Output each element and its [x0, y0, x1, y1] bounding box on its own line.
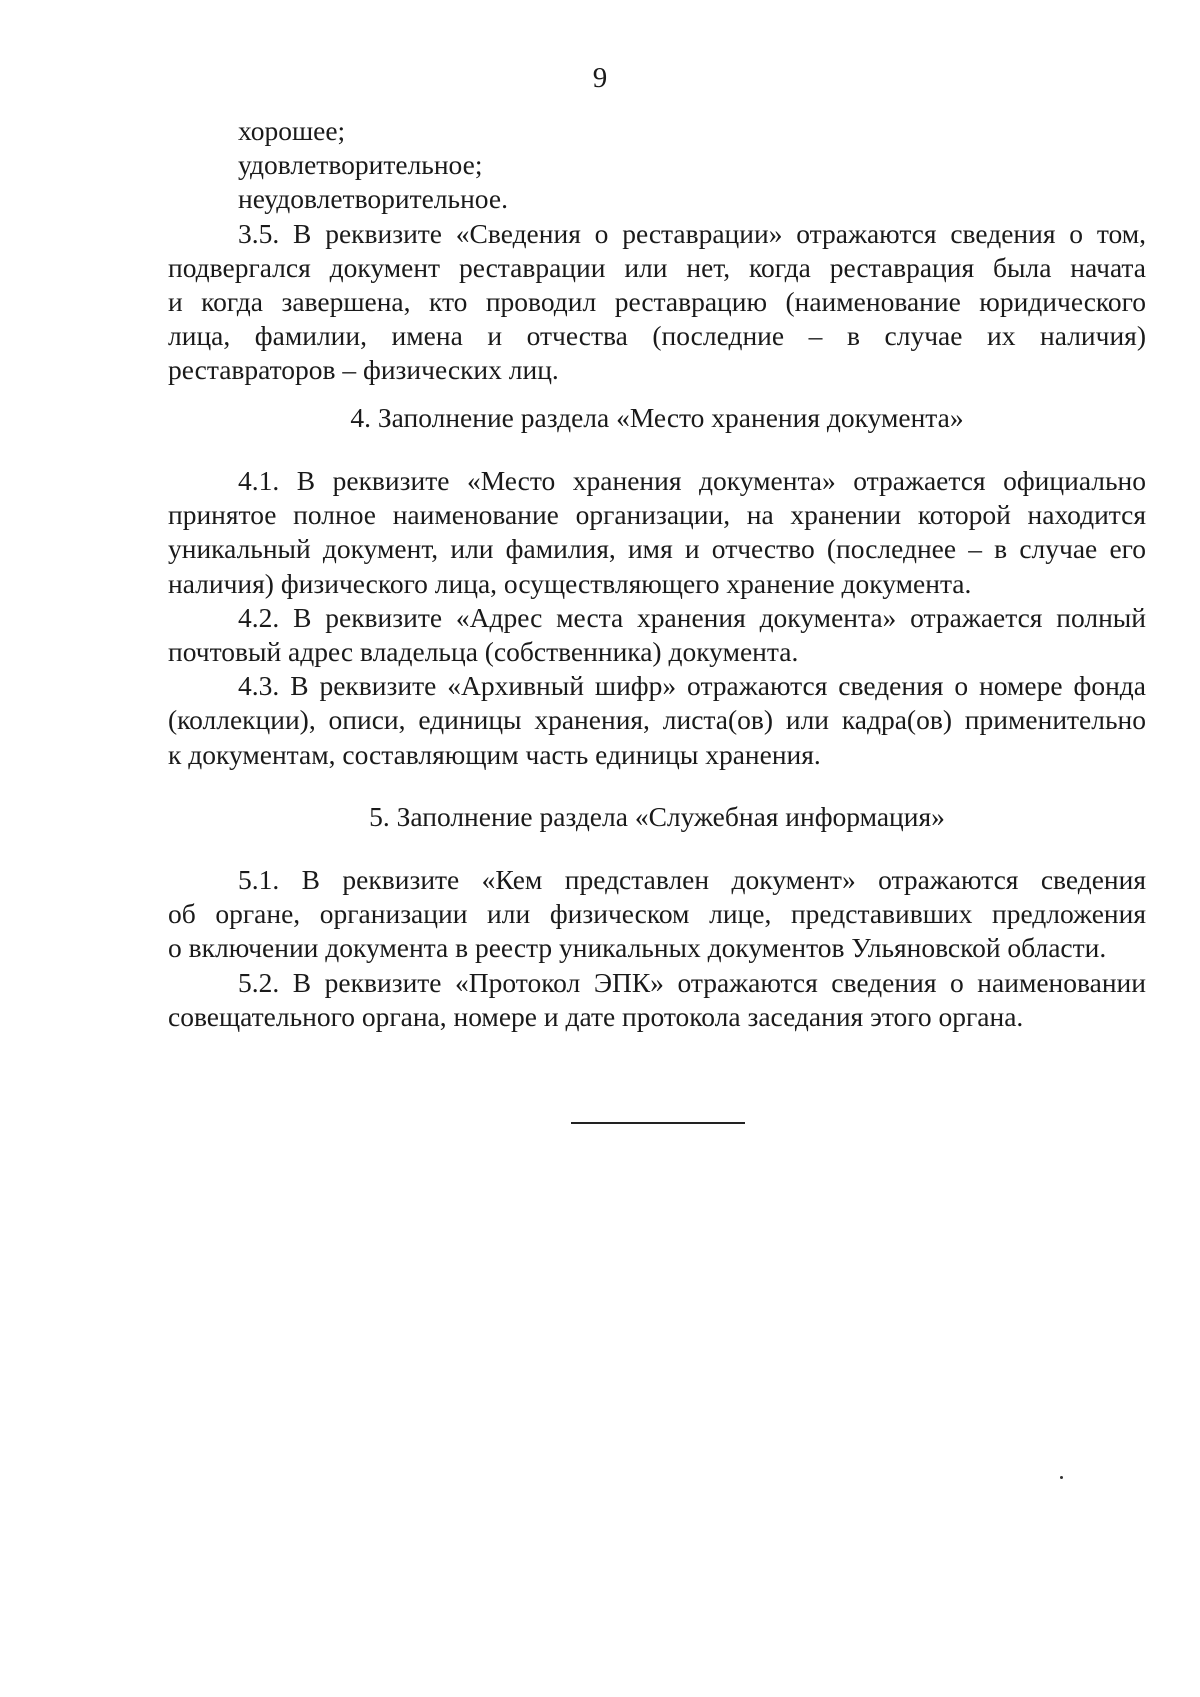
paragraph-line: и когда завершена, кто проводил реставрацию (наименование юридического [168, 286, 1146, 317]
paragraph-line: реставраторов – физических лиц. [168, 354, 559, 386]
paragraph-line: лица, фамилии, имена и отчества (последние – в случае их наличия) [168, 320, 1146, 352]
paragraph-line: об органе, организации или физическом лице, представивших предложения [168, 898, 1146, 930]
paragraph-line: уникальный документ, или фамилия, имя и отчество (последнее – в случае его [168, 533, 1146, 565]
paragraph-line: о включении документа в реестр уникальных документов Ульяновской области. [168, 932, 1107, 964]
page-number: 9 [592, 62, 608, 94]
section-5-heading: 5. Заполнение раздела «Служебная информация» [369, 801, 945, 832]
paragraph-line: (коллекции), описи, единицы хранения, листа(ов) или кадра(ов) применительно [168, 704, 1146, 736]
paragraph-line: 4.1. В реквизите «Место хранения документа» отражается официально [238, 465, 1146, 496]
end-of-document-rule [571, 1122, 745, 1124]
paragraph-line: 5.1. В реквизите «Кем представлен документ» отражаются сведения [238, 864, 1146, 895]
list-item: удовлетворительное; [238, 149, 483, 181]
paragraph-line: наличия) физического лица, осуществляющего хранение документа. [168, 567, 972, 599]
section-4-heading: 4. Заполнение раздела «Место хранения документа» [350, 402, 964, 433]
paragraph-line: подвергался документ реставрации или нет, когда реставрация была начата [168, 251, 1146, 283]
paragraph-line: принятое полное наименование организации, на хранении которой находится [168, 499, 1146, 531]
condition-list [168, 114, 1146, 217]
paragraph-line: 5.2. В реквизите «Протокол ЭПК» отражаются сведения о наименовании [238, 966, 1146, 998]
paragraph-line: совещательного органа, номере и дате протокола заседания этого органа. [168, 1000, 1024, 1032]
paragraph-line: к документам, составляющим часть единицы хранения. [168, 738, 821, 770]
paragraph-4-2 [168, 601, 1146, 669]
paragraph-line: 4.3. В реквизите «Архивный шифр» отражаются сведения о номере фонда [238, 670, 1146, 702]
paragraph-5-2 [168, 966, 1146, 1034]
list-item: хорошее; [238, 115, 346, 146]
scan-artifact-dot [1060, 1476, 1063, 1479]
paragraph-3-5 [168, 217, 1146, 388]
list-item: неудовлетворительное. [238, 183, 508, 215]
paragraph-line: почтовый адрес владельца (собственника) документа. [168, 636, 799, 667]
paragraph-5-1 [168, 863, 1146, 966]
paragraph-4-1 [168, 464, 1146, 601]
paragraph-line: 3.5. В реквизите «Сведения о реставрации» отражаются сведения о том, [238, 217, 1146, 249]
paragraph-4-3 [168, 669, 1146, 772]
paragraph-line: 4.2. В реквизите «Адрес места хранения документа» отражается полный [238, 601, 1146, 633]
